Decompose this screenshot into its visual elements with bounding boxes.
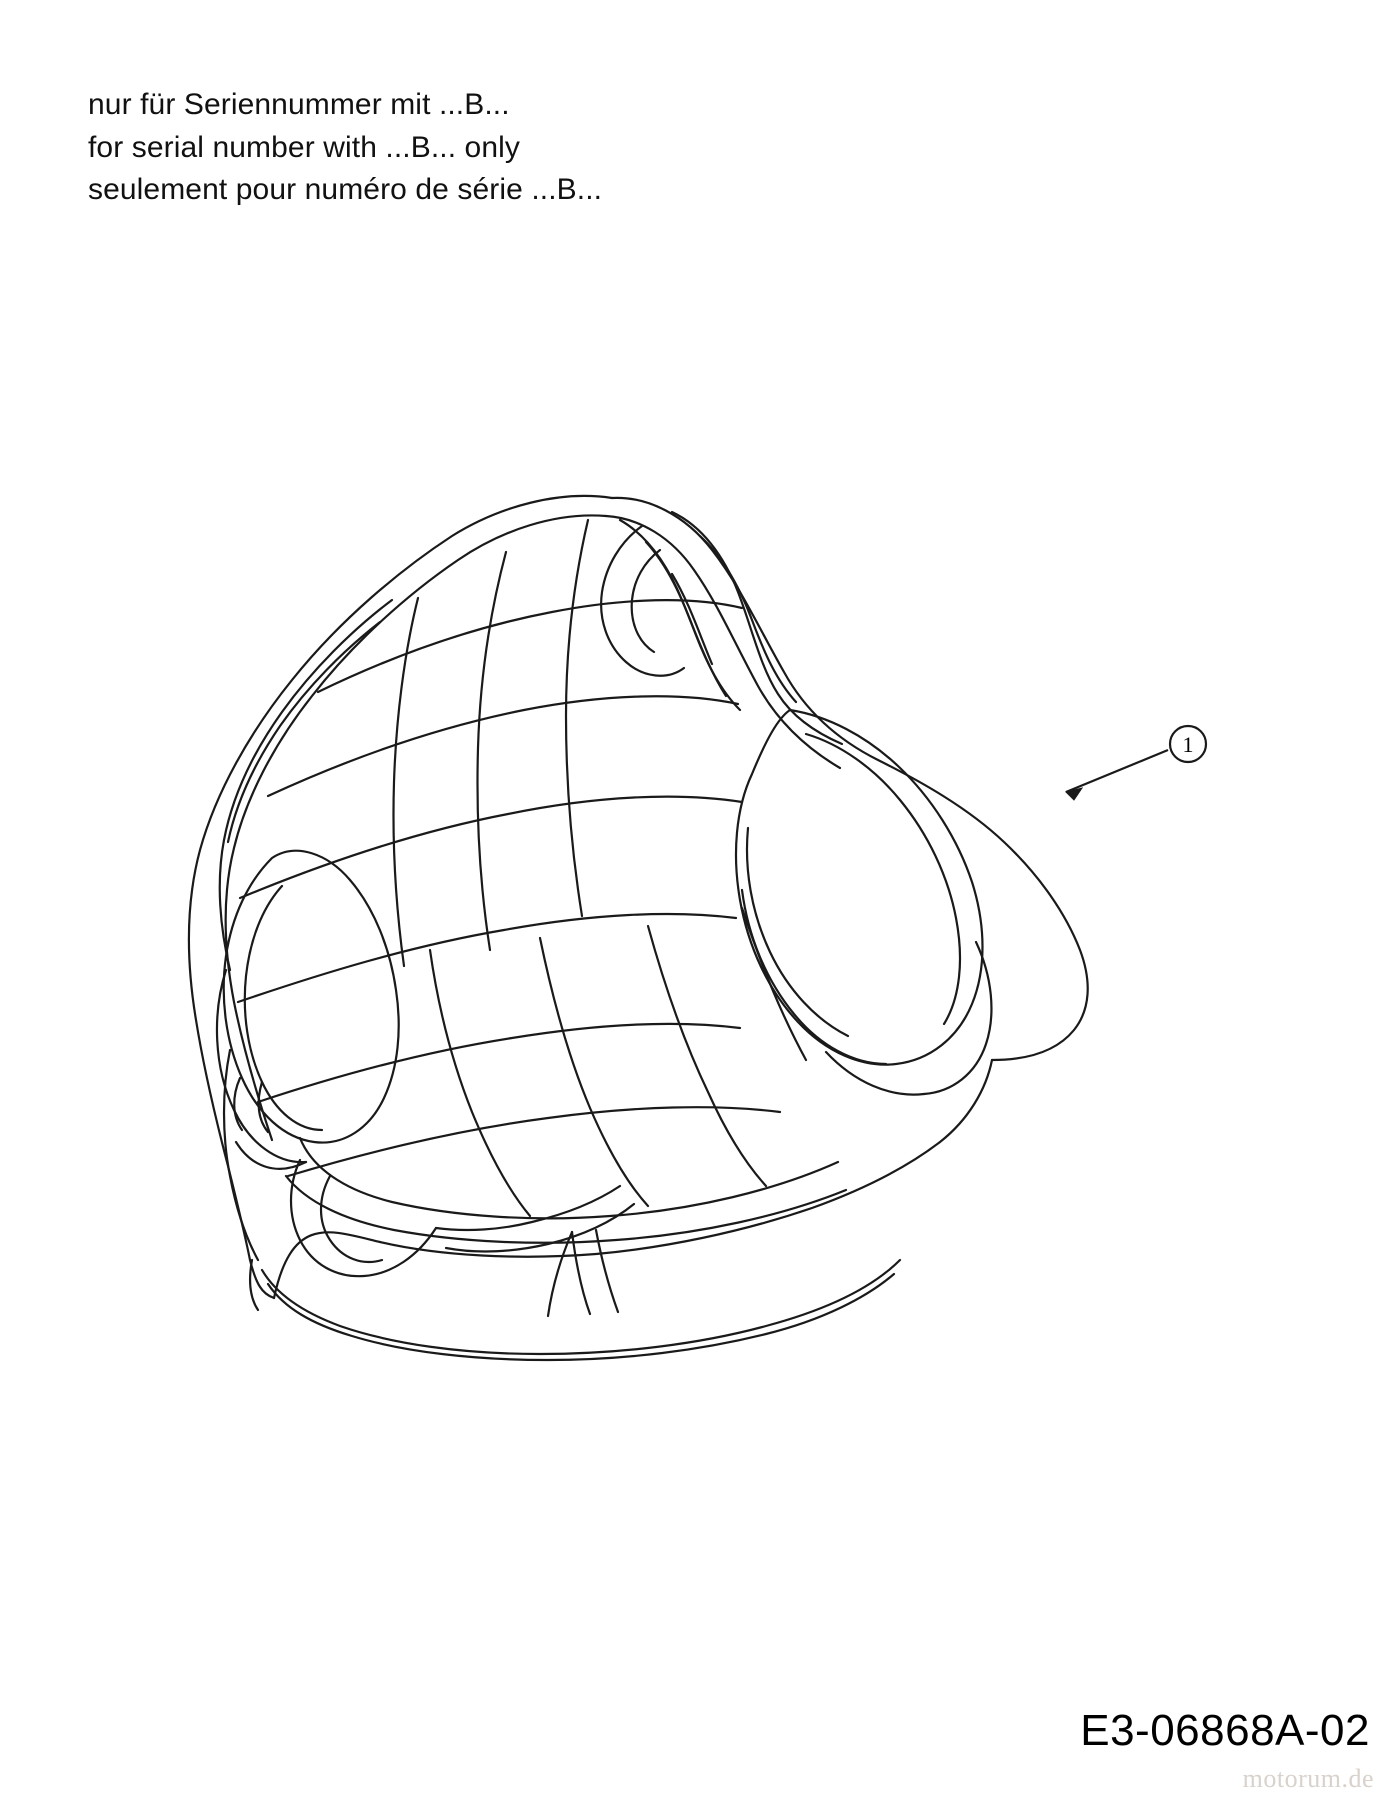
seat-outline-group — [189, 496, 1088, 1360]
seat-diagram — [0, 330, 1390, 1430]
note-line-fr: seulement pour numéro de série ...B... — [88, 173, 603, 207]
callout-1 — [1034, 726, 1206, 800]
note-line-de: nur für Seriennummer mit ...B... — [88, 88, 510, 121]
callout-arrowhead — [1066, 788, 1082, 800]
document-code: E3-06868A-02 — [1080, 1706, 1370, 1755]
watermark: motorum.de — [1242, 1764, 1374, 1793]
note-line-en: for serial number with ...B... only — [88, 130, 520, 164]
callout-number: 1 — [1182, 732, 1194, 757]
callout-leader-line — [1066, 750, 1168, 792]
serial-number-notes — [88, 84, 602, 212]
